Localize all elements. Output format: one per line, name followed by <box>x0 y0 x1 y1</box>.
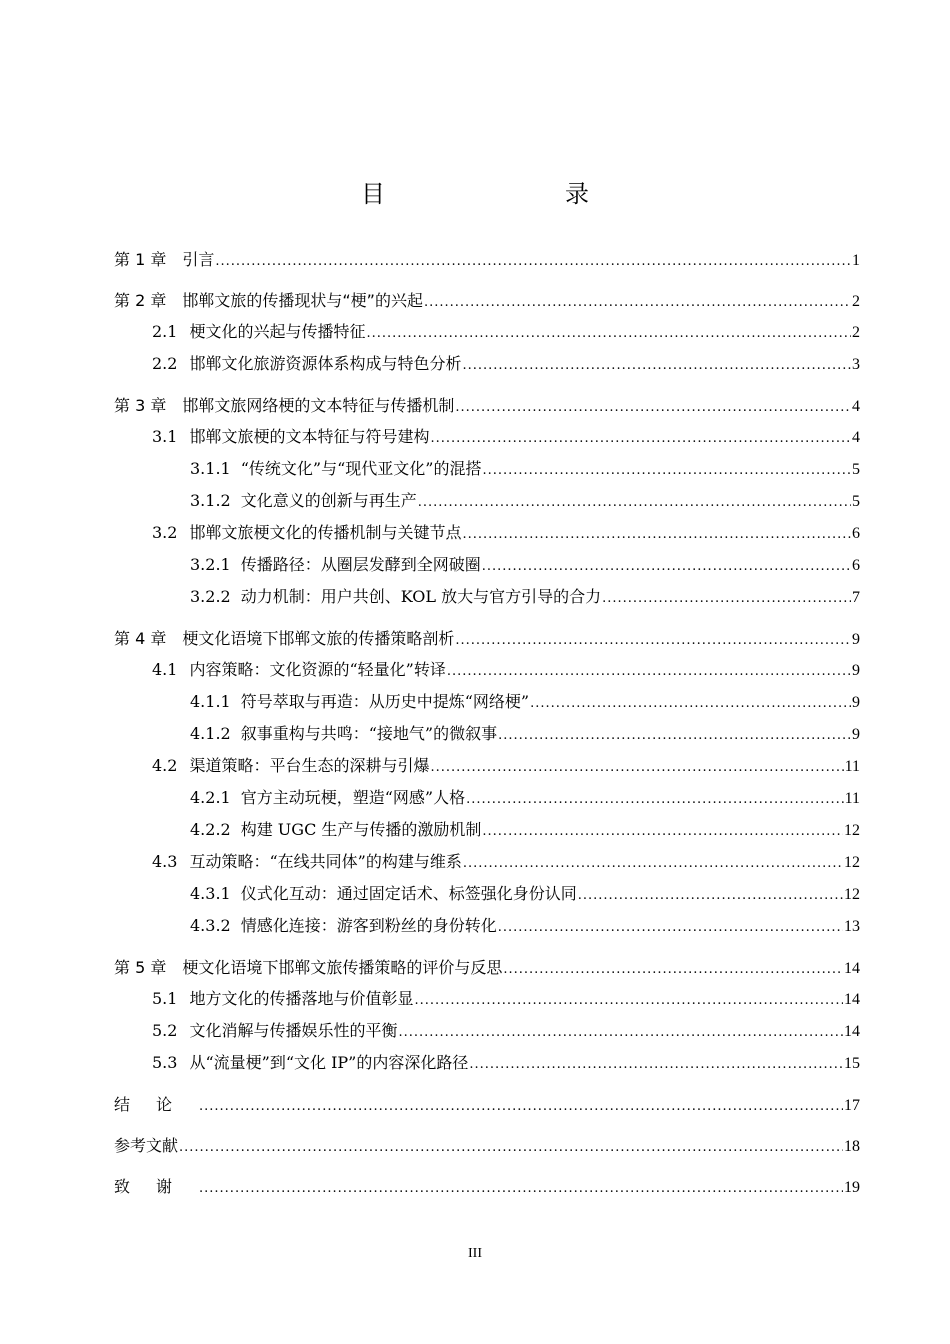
toc-entry-sub[interactable] <box>114 910 860 942</box>
dot-leader <box>447 656 851 688</box>
toc-entry-page: 3 <box>852 356 860 373</box>
toc-entry-number: 第 2 章 <box>114 291 167 310</box>
toc-entry-label: 梗文化语境下邯郸文旅的传播策略剖析 <box>182 629 455 648</box>
dot-leader <box>430 752 843 784</box>
dot-leader <box>430 423 851 455</box>
toc-entry-sec[interactable] <box>114 348 860 380</box>
toc-entry-sec[interactable] <box>114 846 860 878</box>
toc-entry-page: 15 <box>844 1055 860 1072</box>
toc-entry-number: 5.3 <box>152 1053 178 1072</box>
dot-leader <box>578 880 843 912</box>
toc-entry-number: 第 1 章 <box>114 250 167 269</box>
toc-entry-number: 5.1 <box>152 989 178 1008</box>
table-of-contents <box>114 244 860 1202</box>
dot-leader <box>199 1091 843 1122</box>
toc-entry-sub[interactable] <box>114 453 860 485</box>
dot-leader <box>503 954 843 985</box>
toc-entry-label: 动力机制：用户共创、KOL 放大与官方引导的合力 <box>240 587 602 606</box>
toc-entry-sub[interactable] <box>114 718 860 750</box>
toc-entry-label: 文化消解与传播娱乐性的平衡 <box>189 1021 398 1040</box>
toc-entry-label: 参考文献 <box>114 1136 179 1155</box>
toc-entry-number: 3.1.1 <box>190 459 231 478</box>
toc-entry-label: 构建 UGC 生产与传播的激励机制 <box>240 820 482 839</box>
toc-entry-number: 3.1 <box>152 427 178 446</box>
toc-entry-page: 11 <box>844 758 860 775</box>
toc-entry-label: 地方文化的传播落地与价值彰显 <box>189 989 414 1008</box>
dot-leader <box>366 318 851 350</box>
dot-leader <box>466 784 844 816</box>
toc-entry-number: 4.3.1 <box>190 884 231 903</box>
dot-leader <box>199 1173 843 1204</box>
toc-entry-page: 19 <box>844 1179 860 1196</box>
toc-entry-page: 14 <box>844 1023 860 1040</box>
toc-entry-page: 18 <box>844 1138 860 1155</box>
toc-entry-label: 传播路径：从圈层发酵到全网破圈 <box>240 555 481 574</box>
dot-leader <box>455 625 851 656</box>
toc-entry-label: 符号萃取与再造：从历史中提炼“网络梗” <box>240 692 530 711</box>
dot-leader <box>179 1132 843 1163</box>
toc-entry-chap[interactable] <box>114 1130 860 1161</box>
toc-entry-label: 邯郸文化旅游资源体系构成与特色分析 <box>189 354 462 373</box>
toc-entry-chap[interactable] <box>114 952 860 983</box>
toc-entry-chap[interactable] <box>114 244 860 275</box>
toc-entry-number: 第 3 章 <box>114 396 167 415</box>
toc-entry-chap[interactable] <box>114 1089 860 1120</box>
toc-entry-label: 致谢 <box>114 1177 199 1196</box>
dot-leader <box>498 912 843 944</box>
dot-leader <box>418 487 851 519</box>
toc-entry-number: 3.1.2 <box>190 491 231 510</box>
toc-entry-number: 2.1 <box>152 322 178 341</box>
toc-entry-page: 11 <box>844 790 860 807</box>
toc-entry-sec[interactable] <box>114 316 860 348</box>
toc-entry-page: 6 <box>852 557 860 574</box>
toc-entry-number: 第 5 章 <box>114 958 167 977</box>
toc-entry-label: “传统文化”与“现代亚文化”的混搭 <box>240 459 482 478</box>
toc-entry-page: 9 <box>852 662 860 679</box>
dot-leader <box>482 455 851 487</box>
dot-leader <box>498 720 851 752</box>
toc-entry-page: 12 <box>844 822 860 839</box>
toc-entry-number: 2.2 <box>152 354 178 373</box>
toc-entry-label: 互动策略：“在线共同体”的构建与维系 <box>189 852 462 871</box>
toc-entry-number: 4.1.1 <box>190 692 231 711</box>
toc-entry-sub[interactable] <box>114 686 860 718</box>
toc-entry-page: 7 <box>852 589 860 606</box>
toc-entry-label: 内容策略：文化资源的“轻量化”转译 <box>189 660 446 679</box>
toc-title: 目 录 <box>361 180 633 208</box>
dot-leader <box>455 392 851 423</box>
dot-leader <box>482 816 843 848</box>
toc-entry-label: 渠道策略：平台生态的深耕与引爆 <box>189 756 430 775</box>
toc-entry-sec[interactable] <box>114 517 860 549</box>
toc-entry-page: 4 <box>852 429 860 446</box>
toc-entry-label: 邯郸文旅梗文化的传播机制与关键节点 <box>189 523 462 542</box>
toc-entry-page: 5 <box>852 493 860 510</box>
toc-entry-number: 第 4 章 <box>114 629 167 648</box>
toc-entry-label: 官方主动玩梗，塑造“网感”人格 <box>240 788 466 807</box>
toc-entry-number: 4.3 <box>152 852 178 871</box>
toc-entry-page: 14 <box>844 960 860 977</box>
toc-entry-page: 2 <box>852 293 860 310</box>
dot-leader <box>398 1017 843 1049</box>
dot-leader <box>602 583 851 615</box>
toc-entry-page: 5 <box>852 461 860 478</box>
toc-entry-chap[interactable] <box>114 390 860 421</box>
toc-entry-label: 引言 <box>182 250 215 269</box>
toc-entry-number: 4.2.1 <box>190 788 231 807</box>
toc-entry-sub[interactable] <box>114 549 860 581</box>
toc-entry-chap[interactable] <box>114 623 860 654</box>
toc-entry-page: 9 <box>852 631 860 648</box>
toc-entry-page: 1 <box>852 252 860 269</box>
toc-entry-number: 4.3.2 <box>190 916 231 935</box>
dot-leader <box>482 551 851 583</box>
toc-entry-chap[interactable] <box>114 1171 860 1202</box>
toc-entry-page: 4 <box>852 398 860 415</box>
toc-entry-sec[interactable] <box>114 421 860 453</box>
dot-leader <box>462 519 851 551</box>
toc-entry-page: 2 <box>852 324 860 341</box>
toc-entry-label: 情感化连接：游客到粉丝的身份转化 <box>240 916 497 935</box>
toc-entry-label: 叙事重构与共鸣：“接地气”的微叙事 <box>240 724 498 743</box>
dot-leader <box>463 848 843 880</box>
toc-entry-label: 从“流量梗”到“文化 IP”的内容深化路径 <box>189 1053 469 1072</box>
toc-entry-number: 5.2 <box>152 1021 178 1040</box>
toc-entry-page: 17 <box>844 1097 860 1114</box>
dot-leader <box>469 1049 843 1081</box>
page-number-footer: III <box>468 1246 482 1261</box>
toc-entry-sec[interactable] <box>114 1047 860 1079</box>
toc-entry-sec[interactable] <box>114 654 860 686</box>
toc-entry-number: 4.1 <box>152 660 178 679</box>
toc-entry-label: 仪式化互动：通过固定话术、标签强化身份认同 <box>240 884 577 903</box>
toc-entry-number: 4.2.2 <box>190 820 231 839</box>
toc-entry-number: 4.1.2 <box>190 724 231 743</box>
toc-entry-sub[interactable] <box>114 581 860 613</box>
dot-leader <box>462 350 851 382</box>
toc-entry-page: 9 <box>852 726 860 743</box>
toc-entry-number: 3.2.1 <box>190 555 231 574</box>
dot-leader <box>530 688 851 720</box>
toc-entry-number: 3.2 <box>152 523 178 542</box>
dot-leader <box>424 287 851 318</box>
toc-entry-number: 4.2 <box>152 756 178 775</box>
toc-entry-page: 13 <box>844 918 860 935</box>
toc-entry-number: 3.2.2 <box>190 587 231 606</box>
toc-entry-page: 12 <box>844 886 860 903</box>
toc-entry-page: 9 <box>852 694 860 711</box>
toc-entry-page: 14 <box>844 991 860 1008</box>
toc-entry-label: 梗文化语境下邯郸文旅传播策略的评价与反思 <box>182 958 503 977</box>
toc-entry-label: 文化意义的创新与再生产 <box>240 491 417 510</box>
dot-leader <box>414 985 843 1017</box>
toc-entry-sec[interactable] <box>114 1015 860 1047</box>
toc-entry-page: 12 <box>844 854 860 871</box>
toc-entry-label: 邯郸文旅网络梗的文本特征与传播机制 <box>182 396 455 415</box>
toc-entry-page: 6 <box>852 525 860 542</box>
dot-leader <box>215 246 851 277</box>
toc-entry-label: 梗文化的兴起与传播特征 <box>189 322 366 341</box>
toc-entry-sub[interactable] <box>114 485 860 517</box>
toc-entry-label: 邯郸文旅梗的文本特征与符号建构 <box>189 427 430 446</box>
toc-entry-label: 结论 <box>114 1095 199 1114</box>
toc-entry-chap[interactable] <box>114 285 860 316</box>
toc-entry-sub[interactable] <box>114 878 860 910</box>
toc-entry-sec[interactable] <box>114 750 860 782</box>
toc-entry-sub[interactable] <box>114 782 860 814</box>
toc-entry-label: 邯郸文旅的传播现状与“梗”的兴起 <box>182 291 423 310</box>
toc-entry-sec[interactable] <box>114 983 860 1015</box>
toc-entry-sub[interactable] <box>114 814 860 846</box>
